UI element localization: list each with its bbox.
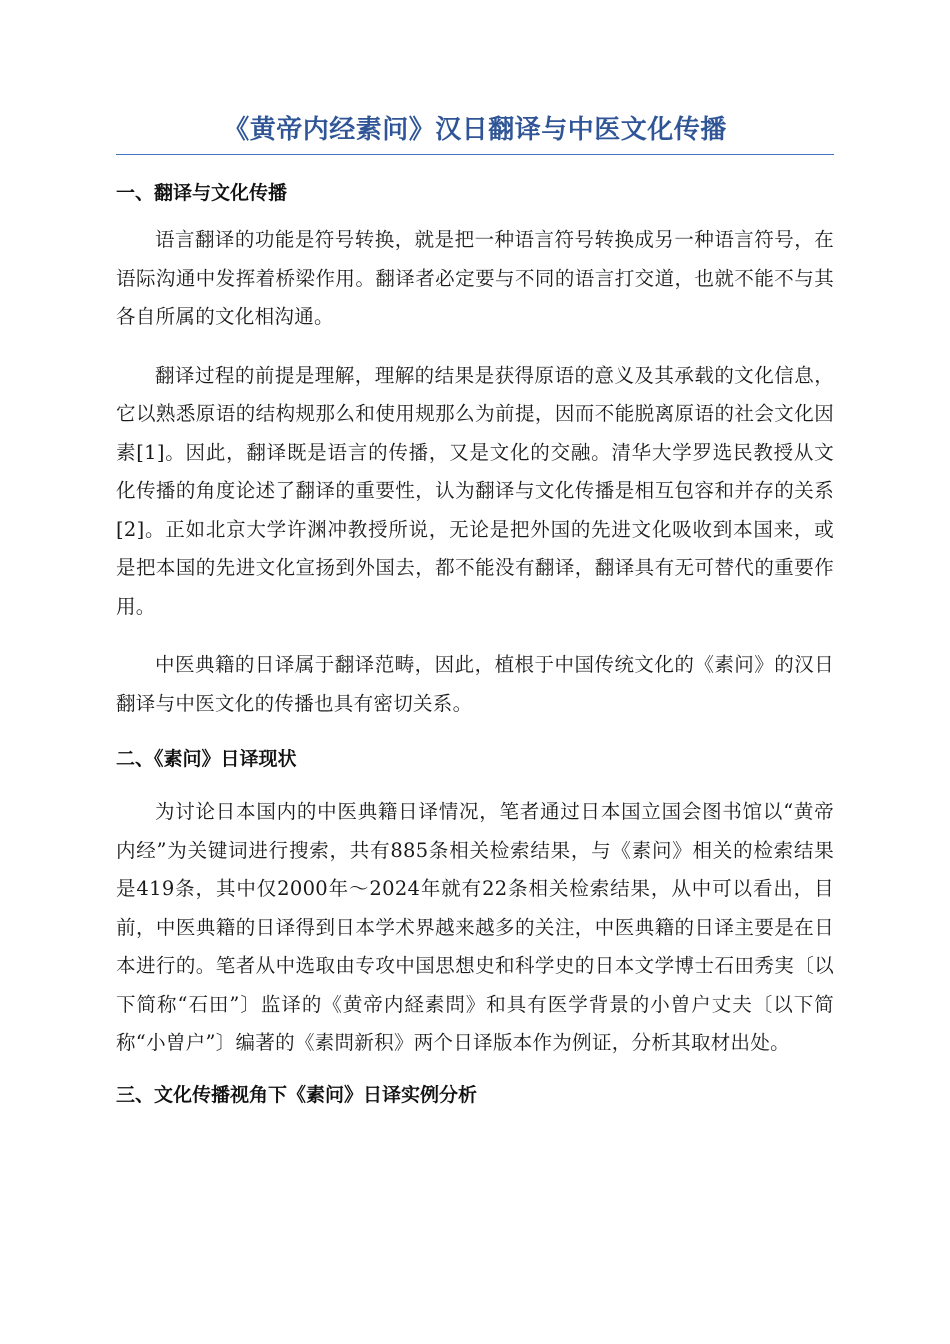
section-1-paragraph-1: 语言翻译的功能是符号转换，就是把一种语言符号转换成另一种语言符号，在语际沟通中发挥着桥梁作用。翻译者必定要与不同的语言打交道，也就不能不与其各自所属的文化相沟通。 (116, 228, 834, 328)
section-1-paragraph-3: 中医典籍的日译属于翻译范畴，因此，植根于中国传统文化的《素问》的汉日翻译与中医文化的传播也具有密切关系。 (116, 653, 834, 715)
document-title: 《黄帝内经素问》汉日翻译与中医文化传播 (116, 110, 834, 155)
section-heading-3: 三、文化传播视角下《素问》日译实例分析 (116, 1083, 478, 1106)
section-heading-2: 二、《素问》日译现状 (116, 748, 297, 770)
section-heading-1: 一、翻译与文化传播 (116, 182, 288, 204)
section-1-paragraph-2: 翻译过程的前提是理解，理解的结果是获得原语的意义及其承载的文化信息，它以熟悉原语的结构规那么和使用规那么为前提，因而不能脱离原语的社会文化因素[1]。因此，翻译既是语言的传播，又是文化的交融。清华大学罗选民教授从文化传播的角度论述了翻译的重要性，认为翻译与文化传播是相互包容和并存的关系[2]。正如北京大学许渊冲教授所说，无论是把外国的先进文化吸收到本国来，或是把本国的先进文化宣扬到外国去，都不能没有翻译，翻译具有无可替代的重要作用。 (116, 363, 834, 618)
document-page (116, 110, 834, 1109)
section-2-paragraph-1: 为讨论日本国内的中医典籍日译情况，笔者通过日本国立国会图书馆以“黄帝内经”为关键词进行搜索，共有885条相关检索结果，与《素问》相关的检索结果是419条，其中仅2000年～2024年就有22条相关检索结果，从中可以看出，目前，中医典籍的日译得到日本学术界越来越多的关注，中医典籍的日译主要是在日本进行的。笔者从中选取由专攻中国思想史和科学史的日本文学博士石田秀実〔以下简称“石田”〕监译的《黄帝内経素問》和具有医学背景的小曽户丈夫〔以下简称“小曽户”〕编著的《素問新积》两个日译版本作为例证，分析其取材出处。 (116, 800, 834, 1054)
